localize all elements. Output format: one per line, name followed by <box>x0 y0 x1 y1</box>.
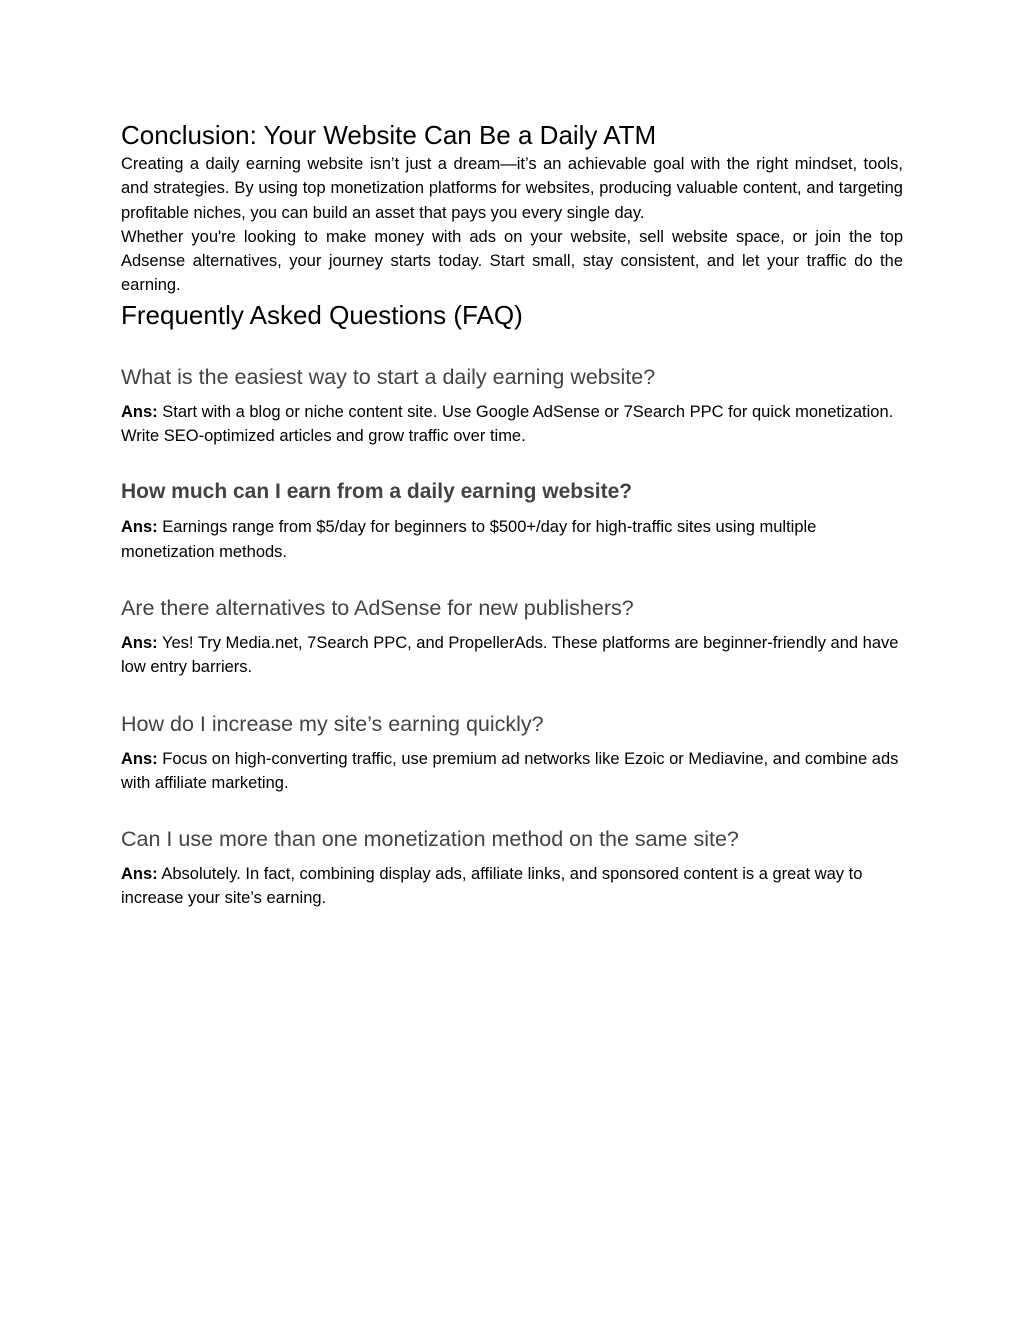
faq-answer-text-1: Start with a blog or niche content site. Use Google AdSense or 7Search PPC for quick monetization. Write SEO-optimized articles and grow traffic over time. <box>121 402 894 446</box>
faq-question-4: How do I increase my site’s earning quickly? <box>121 711 544 736</box>
faq-answer-5 <box>121 862 903 911</box>
conclusion-paragraph-2: Whether you're looking to make money with ads on your website, sell website space, or join the top Adsense alternatives, your journey starts today. Start small, stay consistent, and let your traffic do the earning. <box>121 227 903 295</box>
faq-item-2 <box>121 477 903 564</box>
faq-item-4 <box>121 709 903 796</box>
document-page <box>121 118 903 911</box>
faq-question-1: What is the easiest way to start a daily earning website? <box>121 364 656 389</box>
conclusion-paragraph-1: Creating a daily earning website isn’t just a dream—it’s an achievable goal with the right mindset, tools, and strategies. By using top monetization platforms for websites, producing valuable content, and targeting profitable niches, you can build an asset that pays you every single day. <box>121 155 903 222</box>
faq-answer-2 <box>121 515 903 564</box>
faq-item-1 <box>121 362 903 449</box>
faq-answer-text-3: Yes! Try Media.net, 7Search PPC, and PropellerAds. These platforms are beginner-friendly and have low entry barriers. <box>121 633 899 677</box>
faq-item-5 <box>121 824 903 911</box>
faq-answer-3 <box>121 631 903 680</box>
faq-answer-text-5: Absolutely. In fact, combining display ads, affiliate links, and sponsored content is a great way to increase your site’s earning. <box>121 865 863 908</box>
ans-label: Ans: <box>121 633 158 652</box>
faq-answer-text-4: Focus on high-converting traffic, use premium ad networks like Ezoic or Mediavine, and combine ads with affiliate marketing. <box>121 749 899 792</box>
faq-question-2: How much can I earn from a daily earning website? <box>121 480 633 504</box>
ans-label: Ans: <box>121 865 158 884</box>
faq-heading: Frequently Asked Questions (FAQ) <box>121 299 523 330</box>
faq-answer-1 <box>121 400 903 449</box>
faq-answer-4 <box>121 747 903 796</box>
faq-answer-text-2: Earnings range from $5/day for beginners to $500+/day for high-traffic sites using multiple monetization methods. <box>121 518 817 561</box>
faq-question-3: Are there alternatives to AdSense for new publishers? <box>121 595 634 620</box>
conclusion-heading: Conclusion: Your Website Can Be a Daily ATM <box>121 120 657 150</box>
ans-label: Ans: <box>121 749 158 768</box>
faq-item-3 <box>121 593 903 680</box>
faq-question-5: Can I use more than one monetization method on the same site? <box>121 827 739 852</box>
ans-label: Ans: <box>121 518 158 537</box>
ans-label: Ans: <box>121 402 158 421</box>
